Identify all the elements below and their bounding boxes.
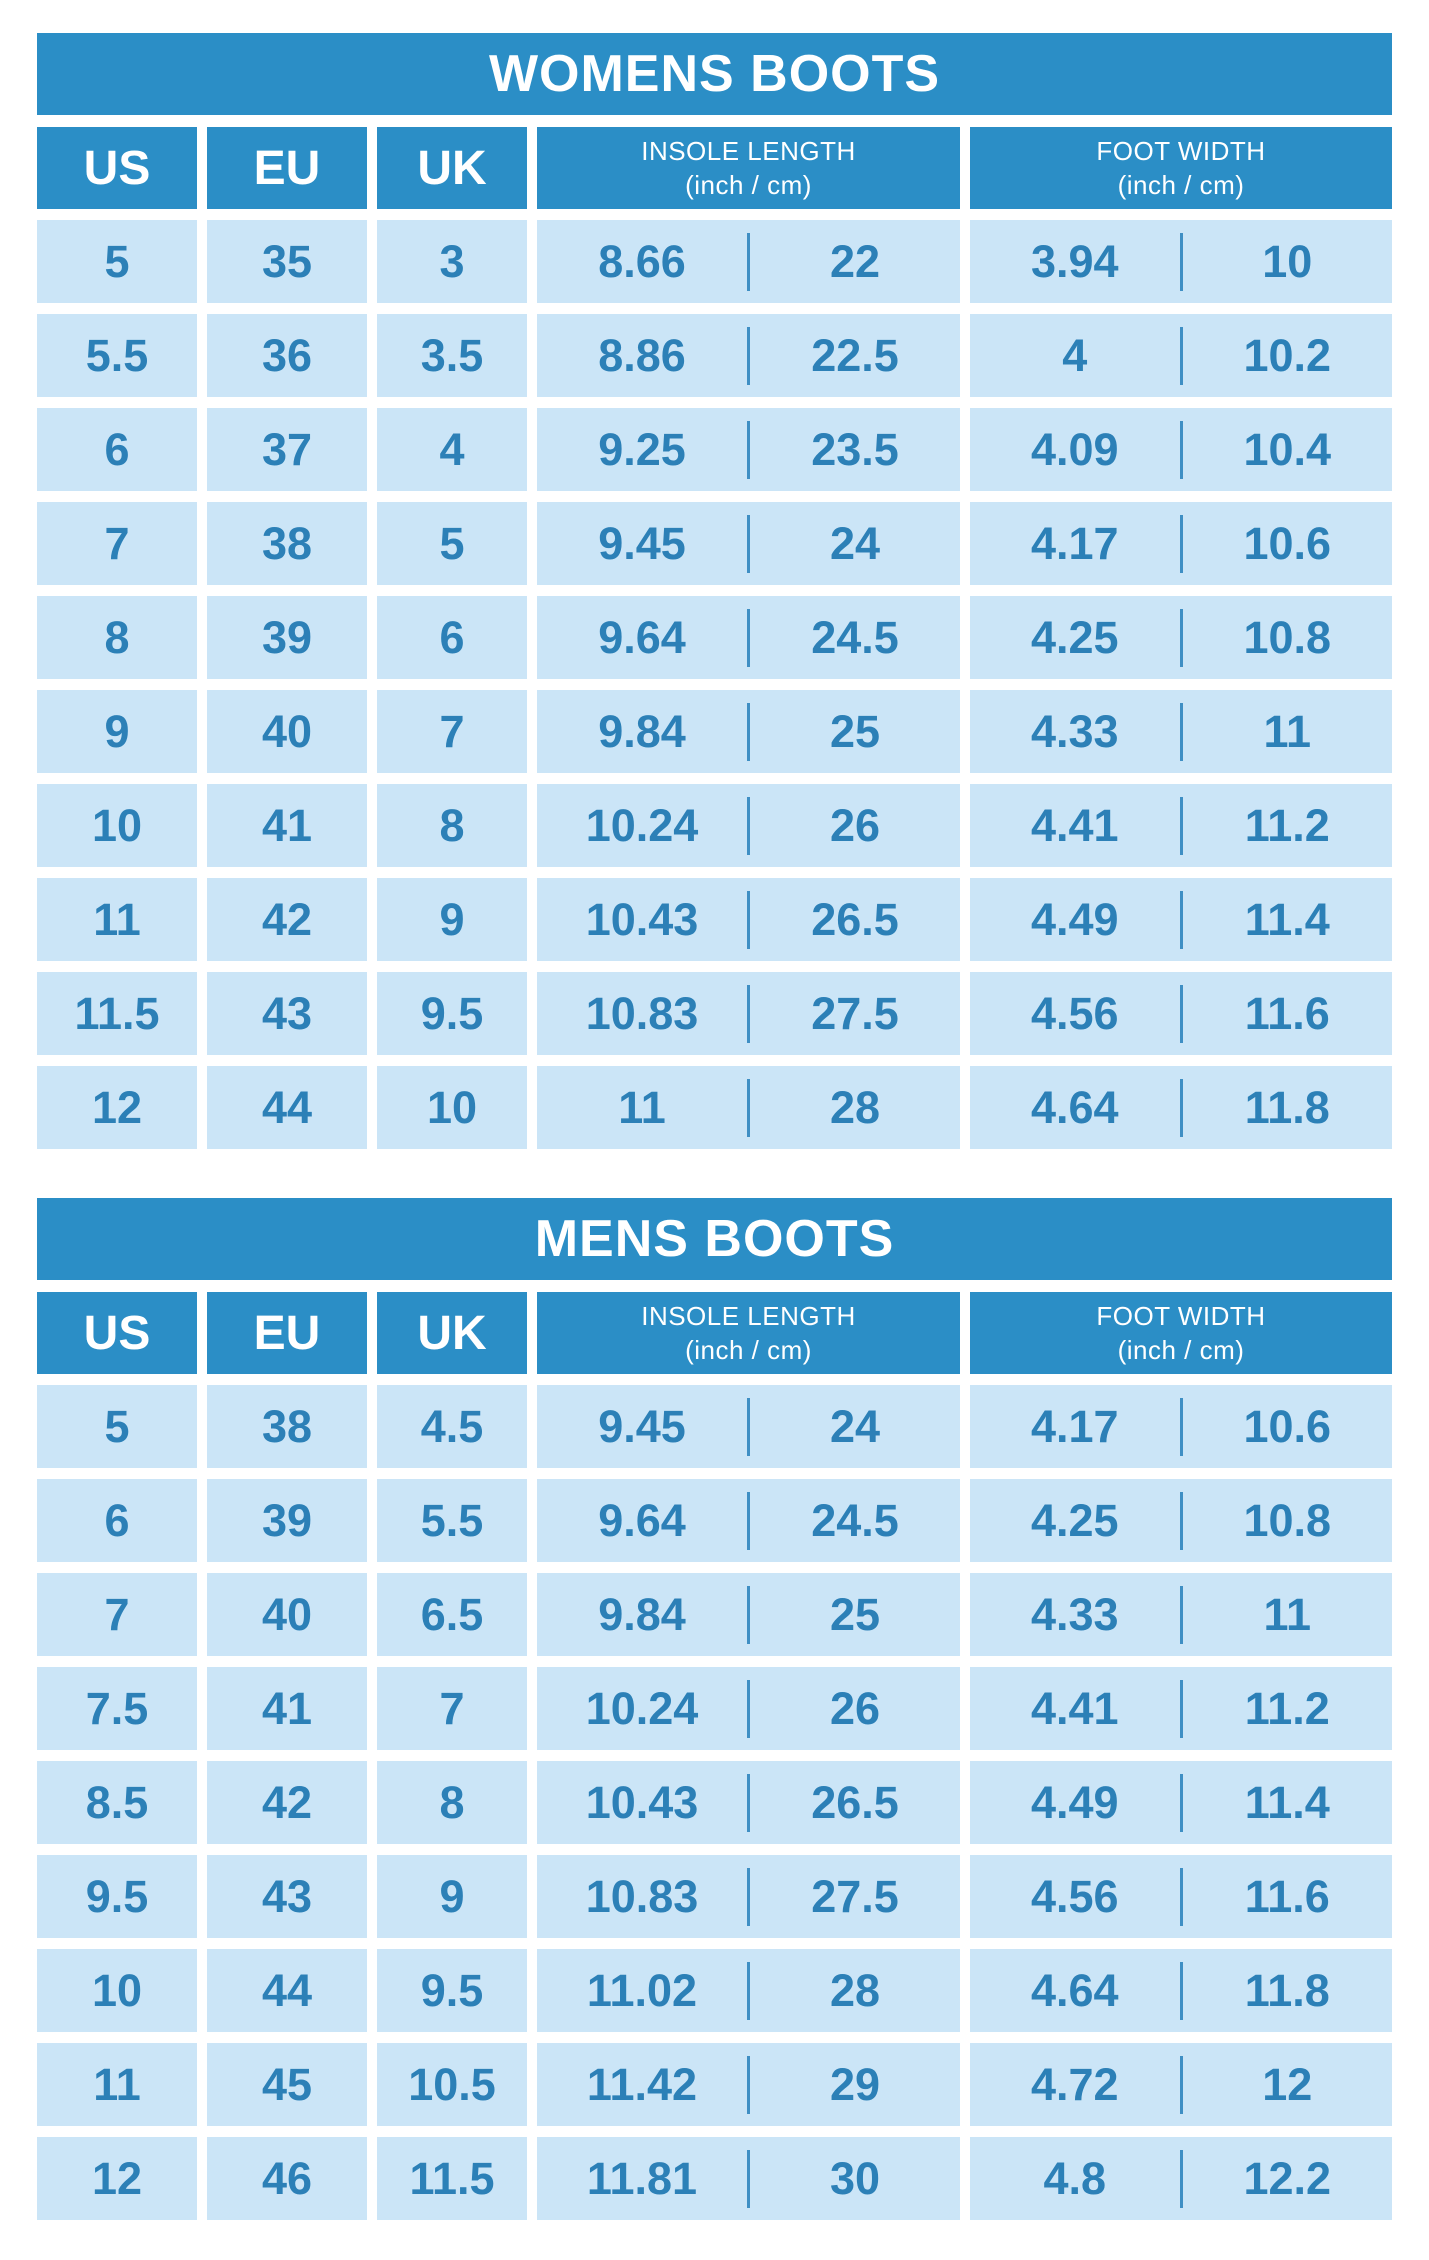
cell-uk-size: 6 <box>377 596 527 679</box>
cell-foot-width <box>970 408 1392 491</box>
cell-us-size: 8.5 <box>37 1761 197 1844</box>
foot-inch-value: 4.72 <box>1030 2058 1119 2110</box>
cell-eu-size: 42 <box>207 1761 367 1844</box>
insole-cm-value: 26.5 <box>811 1776 899 1828</box>
foot-inch-value: 4.8 <box>1043 2152 1107 2204</box>
cell-foot-width <box>970 596 1392 679</box>
foot-inch-value: 4.17 <box>1030 1400 1119 1452</box>
insole-cm-value: 26 <box>829 1682 881 1734</box>
insole-cm-value: 27.5 <box>811 1870 899 1922</box>
insole-cm-value: 28 <box>829 1081 881 1133</box>
cell-foot-width <box>970 972 1392 1055</box>
foot-cm-value: 11.6 <box>1244 1870 1330 1922</box>
cell-eu-size: 41 <box>207 784 367 867</box>
header-row <box>37 1292 1392 1374</box>
cell-insole-length <box>537 2043 960 2126</box>
insole-inch-value: 10.83 <box>585 987 699 1039</box>
cell-foot-width <box>970 1949 1392 2032</box>
header-insole-line1: INSOLE LENGTH <box>641 136 856 166</box>
cell-foot-width <box>970 314 1392 397</box>
cell-uk-size: 8 <box>377 784 527 867</box>
table-row <box>37 314 1392 397</box>
cell-eu-size: 38 <box>207 1385 367 1468</box>
foot-cm-value: 11.4 <box>1244 1776 1330 1828</box>
cell-uk-size: 5 <box>377 502 527 585</box>
cell-us-size: 6 <box>37 1479 197 1562</box>
foot-cm-value: 10.8 <box>1243 1494 1332 1546</box>
foot-cm-value: 10 <box>1262 235 1313 287</box>
insole-cm-value: 29 <box>829 2058 881 2110</box>
foot-inch-value: 4.64 <box>1030 1964 1119 2016</box>
insole-inch-value: 10.83 <box>585 1870 699 1922</box>
header-foot-width <box>970 1292 1392 1374</box>
header-foot-line1: FOOT WIDTH <box>1096 136 1266 166</box>
cell-eu-size: 37 <box>207 408 367 491</box>
table-row <box>37 690 1392 773</box>
cell-foot-width <box>970 1667 1392 1750</box>
insole-inch-value: 10.43 <box>585 893 699 945</box>
cell-insole-length <box>537 314 960 397</box>
cell-eu-size: 46 <box>207 2137 367 2220</box>
cell-eu-size: 43 <box>207 1855 367 1938</box>
cell-us-size: 5 <box>37 1385 197 1468</box>
foot-cm-value: 11.8 <box>1244 1081 1330 1133</box>
foot-cm-value: 10.6 <box>1243 517 1332 569</box>
table-row <box>37 502 1392 585</box>
table-row <box>37 784 1392 867</box>
cell-foot-width <box>970 2043 1392 2126</box>
table-row <box>37 1573 1392 1656</box>
header-insole-length <box>537 127 960 209</box>
foot-inch-value: 4.41 <box>1030 1682 1119 1734</box>
foot-cm-value: 11.2 <box>1244 1682 1330 1734</box>
cell-insole-length <box>537 690 960 773</box>
cell-eu-size: 38 <box>207 502 367 585</box>
cell-insole-length <box>537 972 960 1055</box>
insole-cm-value: 24 <box>829 1400 881 1452</box>
cell-eu-size: 45 <box>207 2043 367 2126</box>
cell-us-size: 11 <box>37 2043 197 2126</box>
insole-inch-value: 11.02 <box>586 1964 698 2016</box>
foot-cm-value: 10.8 <box>1243 611 1332 663</box>
header-us: US <box>37 127 197 209</box>
insole-cm-value: 24.5 <box>811 611 899 663</box>
cell-foot-width <box>970 1066 1392 1149</box>
foot-cm-value: 12 <box>1262 2058 1313 2110</box>
insole-cm-value: 23.5 <box>811 423 899 475</box>
cell-uk-size: 8 <box>377 1761 527 1844</box>
header-foot-line2: (inch / cm) <box>1117 170 1245 200</box>
insole-inch-value: 10.43 <box>585 1776 699 1828</box>
header-foot-line2: (inch / cm) <box>1117 1335 1245 1365</box>
cell-us-size: 11.5 <box>37 972 197 1055</box>
cell-uk-size: 6.5 <box>377 1573 527 1656</box>
foot-cm-value: 12.2 <box>1243 2152 1332 2204</box>
cell-insole-length <box>537 596 960 679</box>
foot-cm-value: 11 <box>1263 1588 1312 1640</box>
foot-inch-value: 4.25 <box>1030 611 1119 663</box>
insole-inch-value: 11.81 <box>586 2152 698 2204</box>
insole-cm-value: 25 <box>829 1588 881 1640</box>
cell-insole-length <box>537 408 960 491</box>
insole-inch-value: 9.64 <box>598 611 686 663</box>
insole-cm-value: 24 <box>829 517 881 569</box>
cell-insole-length <box>537 1479 960 1562</box>
cell-uk-size: 10.5 <box>377 2043 527 2126</box>
insole-inch-value: 8.66 <box>598 235 686 287</box>
header-insole-line1: INSOLE LENGTH <box>641 1301 856 1331</box>
insole-cm-value: 26 <box>829 799 881 851</box>
foot-cm-value: 10.6 <box>1243 1400 1332 1452</box>
table-row <box>37 1066 1392 1149</box>
insole-inch-value: 9.84 <box>598 705 686 757</box>
foot-inch-value: 4.25 <box>1030 1494 1119 1546</box>
cell-eu-size: 39 <box>207 1479 367 1562</box>
foot-cm-value: 11.8 <box>1244 1964 1330 2016</box>
table-title-label: WOMENS BOOTS <box>488 45 941 103</box>
foot-cm-value: 11.4 <box>1244 893 1330 945</box>
cell-foot-width <box>970 1573 1392 1656</box>
cell-insole-length <box>537 1385 960 1468</box>
cell-foot-width <box>970 878 1392 961</box>
mens-boots-table <box>37 1198 1392 2220</box>
cell-eu-size: 40 <box>207 1573 367 1656</box>
cell-uk-size: 9.5 <box>377 972 527 1055</box>
insole-cm-value: 28 <box>829 1964 881 2016</box>
cell-foot-width <box>970 1479 1392 1562</box>
insole-inch-value: 11 <box>618 1081 666 1133</box>
insole-inch-value: 9.45 <box>598 1400 686 1452</box>
cell-foot-width <box>970 1855 1392 1938</box>
header-insole-line2: (inch / cm) <box>685 170 812 200</box>
table-row <box>37 1949 1392 2032</box>
foot-inch-value: 4.17 <box>1030 517 1119 569</box>
cell-insole-length <box>537 1667 960 1750</box>
insole-cm-value: 30 <box>829 2152 881 2204</box>
table-title <box>37 1198 1392 1280</box>
table-row <box>37 2137 1392 2220</box>
cell-uk-size: 3.5 <box>377 314 527 397</box>
cell-uk-size: 7 <box>377 1667 527 1750</box>
cell-uk-size: 9 <box>377 878 527 961</box>
cell-eu-size: 43 <box>207 972 367 1055</box>
womens-boots-table <box>37 33 1392 1149</box>
cell-uk-size: 9 <box>377 1855 527 1938</box>
cell-us-size: 10 <box>37 784 197 867</box>
cell-us-size: 12 <box>37 1066 197 1149</box>
insole-cm-value: 25 <box>829 705 881 757</box>
header-us: US <box>37 1292 197 1374</box>
header-foot-line1: FOOT WIDTH <box>1096 1301 1266 1331</box>
insole-cm-value: 26.5 <box>811 893 899 945</box>
cell-us-size: 6 <box>37 408 197 491</box>
foot-inch-value: 3.94 <box>1030 235 1119 287</box>
header-foot-width <box>970 127 1392 209</box>
foot-cm-value: 11 <box>1263 705 1312 757</box>
foot-cm-value: 10.2 <box>1243 329 1332 381</box>
table-row <box>37 1385 1392 1468</box>
cell-uk-size: 4 <box>377 408 527 491</box>
cell-foot-width <box>970 220 1392 303</box>
cell-uk-size: 5.5 <box>377 1479 527 1562</box>
table-row <box>37 878 1392 961</box>
foot-inch-value: 4.49 <box>1030 1776 1119 1828</box>
table-row <box>37 220 1392 303</box>
table-row <box>37 1667 1392 1750</box>
cell-us-size: 8 <box>37 596 197 679</box>
cell-insole-length <box>537 220 960 303</box>
header-row <box>37 127 1392 209</box>
table-row <box>37 1855 1392 1938</box>
cell-us-size: 5.5 <box>37 314 197 397</box>
cell-foot-width <box>970 690 1392 773</box>
table-row <box>37 972 1392 1055</box>
insole-inch-value: 9.25 <box>598 423 686 475</box>
foot-inch-value: 4 <box>1062 329 1088 381</box>
header-eu: EU <box>207 1292 367 1374</box>
foot-inch-value: 4.33 <box>1030 705 1119 757</box>
cell-insole-length <box>537 1761 960 1844</box>
cell-insole-length <box>537 784 960 867</box>
cell-us-size: 7 <box>37 502 197 585</box>
cell-uk-size: 10 <box>377 1066 527 1149</box>
foot-cm-value: 10.4 <box>1243 423 1332 475</box>
foot-inch-value: 4.56 <box>1030 1870 1119 1922</box>
cell-eu-size: 35 <box>207 220 367 303</box>
cell-uk-size: 3 <box>377 220 527 303</box>
insole-cm-value: 27.5 <box>811 987 899 1039</box>
cell-eu-size: 36 <box>207 314 367 397</box>
cell-uk-size: 9.5 <box>377 1949 527 2032</box>
insole-inch-value: 10.24 <box>585 1682 699 1734</box>
table-title <box>37 33 1392 115</box>
insole-inch-value: 9.64 <box>598 1494 686 1546</box>
table-row <box>37 596 1392 679</box>
insole-inch-value: 8.86 <box>598 329 686 381</box>
header-eu: EU <box>207 127 367 209</box>
cell-insole-length <box>537 878 960 961</box>
foot-inch-value: 4.09 <box>1030 423 1119 475</box>
table-body <box>37 1385 1392 2220</box>
cell-us-size: 7.5 <box>37 1667 197 1750</box>
foot-cm-value: 11.2 <box>1244 799 1330 851</box>
table-body <box>37 220 1392 1149</box>
cell-eu-size: 44 <box>207 1066 367 1149</box>
cell-us-size: 11 <box>37 878 197 961</box>
cell-insole-length <box>537 1573 960 1656</box>
foot-inch-value: 4.33 <box>1030 1588 1119 1640</box>
cell-uk-size: 7 <box>377 690 527 773</box>
cell-insole-length <box>537 502 960 585</box>
table-row <box>37 408 1392 491</box>
cell-foot-width <box>970 1761 1392 1844</box>
cell-eu-size: 40 <box>207 690 367 773</box>
table-row <box>37 1479 1392 1562</box>
insole-cm-value: 22 <box>829 235 881 287</box>
cell-foot-width <box>970 784 1392 867</box>
header-uk: UK <box>377 1292 527 1374</box>
foot-inch-value: 4.49 <box>1030 893 1119 945</box>
table-title-label: MENS BOOTS <box>534 1210 895 1268</box>
insole-inch-value: 11.42 <box>586 2058 698 2110</box>
cell-eu-size: 44 <box>207 1949 367 2032</box>
cell-us-size: 7 <box>37 1573 197 1656</box>
cell-us-size: 9.5 <box>37 1855 197 1938</box>
cell-eu-size: 39 <box>207 596 367 679</box>
insole-cm-value: 22.5 <box>811 329 899 381</box>
cell-us-size: 5 <box>37 220 197 303</box>
cell-insole-length <box>537 1949 960 2032</box>
cell-insole-length <box>537 2137 960 2220</box>
insole-cm-value: 24.5 <box>811 1494 899 1546</box>
insole-inch-value: 10.24 <box>585 799 699 851</box>
header-uk: UK <box>377 127 527 209</box>
foot-inch-value: 4.41 <box>1030 799 1119 851</box>
cell-us-size: 9 <box>37 690 197 773</box>
cell-eu-size: 42 <box>207 878 367 961</box>
cell-uk-size: 4.5 <box>377 1385 527 1468</box>
foot-inch-value: 4.56 <box>1030 987 1119 1039</box>
cell-foot-width <box>970 502 1392 585</box>
foot-cm-value: 11.6 <box>1244 987 1330 1039</box>
insole-inch-value: 9.45 <box>598 517 686 569</box>
insole-inch-value: 9.84 <box>598 1588 686 1640</box>
cell-foot-width <box>970 1385 1392 1468</box>
cell-eu-size: 41 <box>207 1667 367 1750</box>
cell-insole-length <box>537 1855 960 1938</box>
cell-foot-width <box>970 2137 1392 2220</box>
cell-insole-length <box>537 1066 960 1149</box>
table-row <box>37 2043 1392 2126</box>
cell-us-size: 12 <box>37 2137 197 2220</box>
cell-uk-size: 11.5 <box>377 2137 527 2220</box>
cell-us-size: 10 <box>37 1949 197 2032</box>
table-row <box>37 1761 1392 1844</box>
foot-inch-value: 4.64 <box>1030 1081 1119 1133</box>
header-insole-length <box>537 1292 960 1374</box>
header-insole-line2: (inch / cm) <box>685 1335 812 1365</box>
